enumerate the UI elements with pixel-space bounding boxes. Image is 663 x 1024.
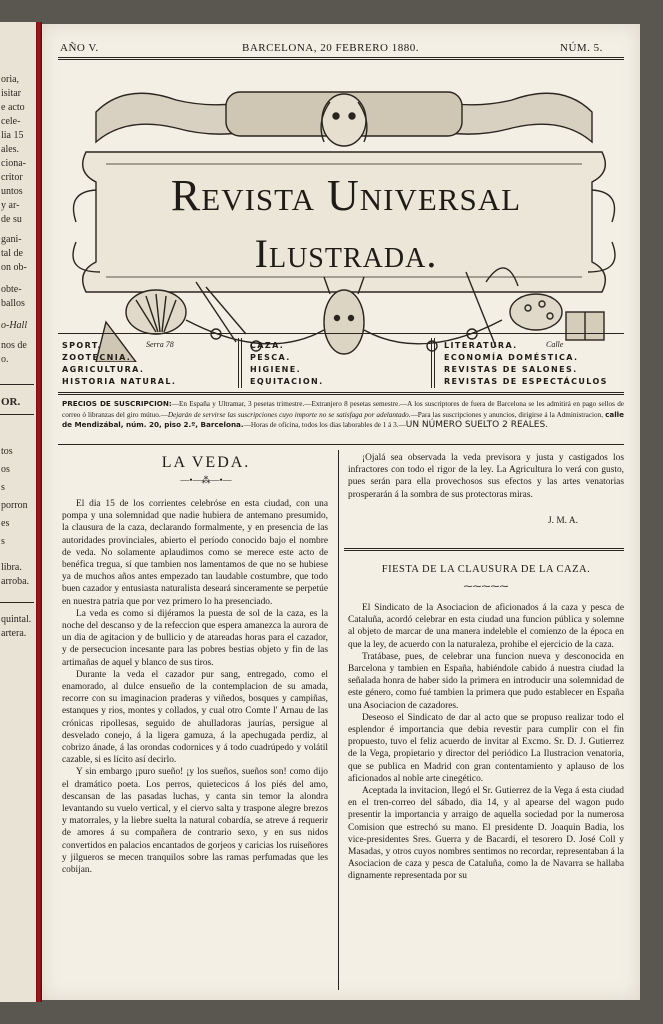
previous-page-rule xyxy=(0,414,34,415)
paragraph: Aceptada la invitacion, llegó el Sr. Gutierrez de la Vega á esta ciudad en el tren-correo del sábado, dia 14, y al apearse del wagon pudo presentir la importancia y arraigo de aquella sociedad por la numerosa Comision que estrechó su mano. El presidente D. Joaquin Badia, los vice-presidentes Sres. Guerra y de Bacardí, el tesorero D. José Coll y Masadas, y otros cuyos nombres sentimos no recordar, representaban á la Asociacion de caza y pesca de Cataluña, como la de Navarra se hallaba dignamente representada por su xyxy=(348,786,624,882)
section-item: AGRICULTURA. xyxy=(62,365,145,374)
previous-page-text-line: oria, xyxy=(1,74,20,85)
previous-page-text-line: libra. xyxy=(1,562,22,573)
subscription-info xyxy=(62,399,624,431)
section-item: HIGIENE. xyxy=(250,365,302,374)
previous-page-text-line: s xyxy=(1,482,5,493)
dateline: BARCELONA, 20 FEBRERO 1880. xyxy=(242,42,419,54)
article-separator-rule xyxy=(344,548,624,549)
previous-page-text-line: untos xyxy=(1,186,23,197)
previous-page-text-line: ales. xyxy=(1,144,20,155)
previous-page-text-line: quintal. xyxy=(1,614,32,625)
administration-address: calle de Mendizábal, núm. 20, piso 2.º, Barcelona. xyxy=(62,409,624,429)
sections-top-rule xyxy=(58,333,624,334)
previous-page-text-line: o. xyxy=(1,354,9,365)
sections-divider-2 xyxy=(431,338,432,388)
title-ornament: —•—⁂—•— xyxy=(180,475,232,485)
previous-page-text-line: nos de xyxy=(1,340,27,351)
paragraph: Tratábase, pues, de celebrar una funcion nueva y desconocida en Barcelona y tambien en España, habiéndole cabido á nuestra ciudad la señalada honra de haber sido la primera en introducir una solemnidad de este género, como fué tambien la primera que pudo establecer en España una Asociacion de cazadores. xyxy=(348,651,624,711)
column-divider xyxy=(338,450,339,990)
previous-page-text-line: o-Hall xyxy=(1,320,28,331)
issue-year: AÑO V. xyxy=(60,42,99,54)
single-issue-price: UN NÚMERO SUELTO 2 REALES. xyxy=(405,420,549,430)
section-item: REVISTAS DE ESPECTÁCULOS xyxy=(444,377,608,386)
previous-page-text-line: ballos xyxy=(1,298,25,309)
previous-page-text-line: arroba. xyxy=(1,576,30,587)
previous-page-text-line: e acto xyxy=(1,102,25,113)
previous-page-rule xyxy=(0,602,34,603)
subscription-text-2: —Para las suscripciones y anuncios, dirigirse á la Administracion, xyxy=(410,410,604,419)
previous-page-text-line: ciona- xyxy=(1,158,26,169)
paragraph: Deseoso el Sindicato de dar al acto que se propuso realizar todo el esplendor é importancia que debia revestir para cumplir con el fin propuesto, tuvo el feliz acuerdo de invitar al Excmo. Sr. D. J. Gutierrez de la Vega, propietario y director del periódico La Ilustracion venatoria, que se publica en Madrid con gran contentamiento y aplauso de los aficionados al noble arte cinegético. xyxy=(348,712,624,784)
masthead-title-line2: Ilustrada. xyxy=(254,231,438,276)
newspaper-page xyxy=(42,24,640,1000)
previous-page-text-line: obte- xyxy=(1,284,22,295)
article-title-la-veda: LA VEDA. xyxy=(161,454,251,471)
article-signature: J. M. A. xyxy=(548,516,578,526)
sections-divider-1 xyxy=(238,338,239,388)
engraver-signature-left: Serra 78 xyxy=(146,340,174,349)
header-rule xyxy=(58,57,624,58)
previous-page-text-line: lia 15 xyxy=(1,130,24,141)
previous-page-text-line: tos xyxy=(1,446,13,457)
previous-page-fragment xyxy=(0,22,38,1002)
section-item: LITERATURA. xyxy=(444,341,518,350)
paragraph: El dia 15 de los corrientes celebróse en esta ciudad, con una pompa y una solemnidad que nadie hubiera de antemano presumido, la clausura de la caza, declarando formalmente, y en presencia de las autoridades provinciales, abierto el período conocido bajo el nombre de veda. No solamente aplaudimos como se merece este acto de benéfica tregua, sí que tambien nos lamentamos de que no se hubiese ya de muchos años antes empezado tan laudable costumbre, que todo buen cazador y entusiasta naturalista deseará sinceramente se perpetúe en nuestra patria que por vez primero lo ha presenciado. xyxy=(62,499,328,607)
section-item: ZOOTECNIA. xyxy=(62,353,132,362)
subscription-notice: Dejarán de servirse las suscripciones cuyo importe no se satisfaga por adelantado. xyxy=(167,410,411,419)
section-item: EQUITACION. xyxy=(250,377,324,386)
previous-page-text-line: critor xyxy=(1,172,23,183)
previous-page-text-line: isitar xyxy=(1,88,21,99)
paragraph: La veda es como si dijéramos la puesta de sol de la caza, es la noche del descanso y de la refeccion que espera amanezca la aurora de un dia de agitacion y de bullicio y de atareadas horas para el cazador, y de persecucion incesante para las pobres bestias objeto y fin de las artimañas de aquel y blanco de sus tiros. xyxy=(62,608,328,668)
sections-col3 xyxy=(444,340,608,388)
previous-page-rule xyxy=(0,384,34,385)
section-item: PESCA. xyxy=(250,353,291,362)
title-ornament: ⁓⁓⁓⁓⁓ xyxy=(463,581,509,591)
masthead-title-line1: Revista Universal xyxy=(170,171,522,220)
sections-col1 xyxy=(62,340,176,388)
paragraph: El Sindicato de la Asociacion de aficionados á la caza y pesca de Cataluña, acordó celebrar en esta ciudad una funcion pública y solemne al objeto de marcar de una manera indeleble el comienzo de la época en que la ley, de acuerdo con la naturaleza, prohibe el ejercicio de la caza. xyxy=(348,603,624,650)
sections-divider-1b xyxy=(241,338,242,388)
article-title-fiesta: FIESTA DE LA CLAUSURA DE LA CAZA. xyxy=(381,564,591,575)
previous-page-text-line: os xyxy=(1,464,10,475)
article-la-veda-body xyxy=(62,498,328,876)
previous-page-text-line: porron xyxy=(1,500,28,511)
engraver-signature-right: Calle xyxy=(546,340,564,349)
previous-page-text-line: s xyxy=(1,536,5,547)
sections-col2 xyxy=(250,340,324,388)
section-item: REVISTAS DE SALONES. xyxy=(444,365,578,374)
paragraph: Y sin embargo ¡puro sueño! ¡y los sueños, sueños son! como dijo el dramático poeta. Los perros, quietecicos á los piés del amo, descansan de las pasadas luchas, y canta sin temor la alondra levantando su vuelo vertical, y el ciervo salta y traspone alegre brezos y matorrales, y la liebre suelta la natural cobardía, se atreve á requerir de amores á su compañera de contrario sexo, y en sus nidos convertidos en palacios encantados de gorjeos y caricias los ruiseñores y jilgueros se mecen tranquilos sobre las ramas perfumadas que les cobijan. xyxy=(62,767,328,876)
masthead-illustration xyxy=(66,72,622,362)
article-la-veda-continued xyxy=(348,452,624,501)
body-top-rule xyxy=(58,444,624,445)
previous-page-text-line: on ob- xyxy=(1,262,27,273)
sections-bottom-rule xyxy=(58,392,624,393)
previous-page-text-line: y ar- xyxy=(1,200,20,211)
paragraph: ¡Ojalá sea observada la veda previsora y justa y castigados los infractores con todo el rigor de la ley. La Agricultura lo verá con gusto, pues serán para ella provechosos sus efectos y las artes venatorias prosperarán á la sombra de sus protectoras miras. xyxy=(348,453,624,500)
article-separator-rule-2 xyxy=(344,550,624,551)
previous-page-text-line: gani- xyxy=(1,234,22,245)
sections-bottom-rule-2 xyxy=(58,394,624,395)
previous-page-text-line: tal de xyxy=(1,248,23,259)
previous-page-text-line: de su xyxy=(1,214,22,225)
previous-page-text-line: cele- xyxy=(1,116,21,127)
previous-page-text-line: es xyxy=(1,518,10,529)
paragraph: Durante la veda el cazador pur sang, entregado, como el enamorado, al dulce ensueño de la contemplacion de su amada, recorre con su imaginacion praderas y viñedos, bosques y campiñas, estanques y rios, montes y collados, y cual otro Comte l' Arnau de las crónicas ripollesas, seguido de ahulladoras jaurías, persigue al desvelado conejo, á la ligera gamuza, á la apechugada perdiz, al cobrizo ánade, á las orondas codornices y á todo cuadrúpedo y volátil cazable, si es lícito así decirlo. xyxy=(62,669,328,766)
section-item: CAZA. xyxy=(250,341,285,350)
section-item: HISTORIA NATURAL. xyxy=(62,377,177,386)
office-hours: —Horas de oficina, todos los dias laborables de 1 á 3.— xyxy=(243,421,406,429)
section-item: SPORT. xyxy=(62,341,102,350)
previous-page-text-line: artera. xyxy=(1,628,27,639)
sections-divider-2b xyxy=(434,338,435,388)
subscription-label: PRECIOS DE SUSCRIPCION: xyxy=(62,399,172,408)
subscription-text-1: —En España y Ultramar, 3 pesetas trimestre.—Extranjero 8 pesetas semestre.—A los suscriptores de fuera de Barcelona se les admitirá en pago sellos de correo ó libranzas del giro mútuo.— xyxy=(62,400,624,419)
issue-number: NÚM. 5. xyxy=(560,42,603,54)
section-item: ECONOMÍA DOMÉSTICA. xyxy=(444,353,579,362)
header-rule-2 xyxy=(58,59,624,60)
article-fiesta-body xyxy=(348,602,624,883)
previous-page-text-line: OR. xyxy=(1,396,21,408)
